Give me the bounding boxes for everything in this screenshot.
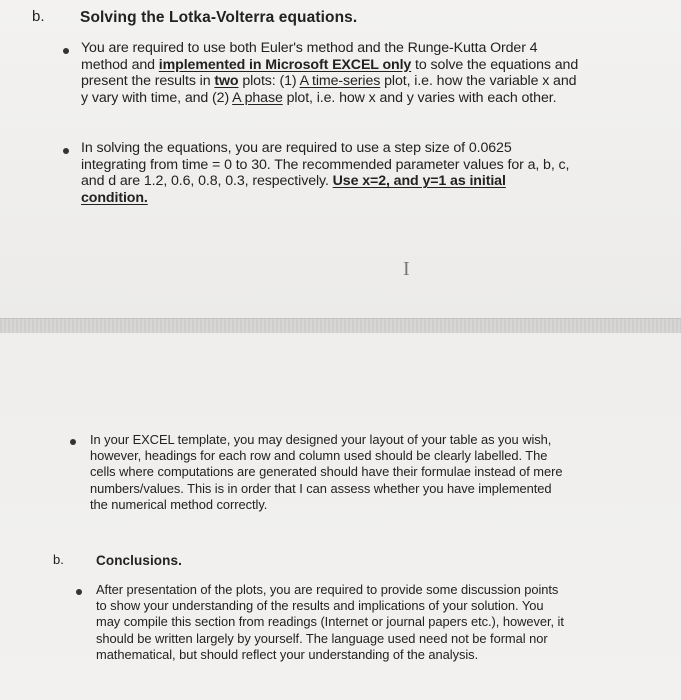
section-marker: b. — [32, 8, 45, 25]
bullet-methods-two-emphasis: two — [214, 73, 239, 90]
bullet-methods-excel-emphasis: implemented in Microsoft EXCEL only — [158, 56, 412, 73]
bullet-methods-text-part: to solve the equations and present the results in — [81, 56, 579, 90]
page-divider — [0, 318, 681, 334]
bullet-methods-phase-emphasis: A phase — [232, 89, 283, 106]
bullet-dot-icon — [76, 589, 82, 595]
text-cursor-icon: I — [403, 258, 410, 280]
bullet-conclusions-text: After presentation of the plots, you are required to provide some discussion points to show your understanding of the results and implications of your solution. You may compile this section from readings (Internet or journal papers etc.), however, it should be written largely by yourself. The language used need not be formal nor mathematical, but should reflect your understanding of the analysis. — [96, 582, 564, 662]
section-heading: Solving the Lotka-Volterra equations. — [80, 9, 358, 26]
section-marker: b. — [53, 552, 64, 567]
bullet-parameters-text-part: In solving the equations, you are required to use a step size of 0.0625 integrating from time = 0 to 30. The recommended parameter values for a, b, c, and d are 1.2, 0.6, 0.8, 0.3, respectively. — [81, 140, 570, 190]
bullet-methods-text-part: You are required to use both Euler's method and the Runge-Kutta Order 4 method and — [81, 40, 538, 73]
bullet-methods-time-series-emphasis: A time-series — [299, 73, 381, 90]
bullet-methods-text-part: plot, i.e. how the variable x and y vary with time, and (2) — [81, 73, 577, 106]
bullet-methods-text-part: plot, i.e. how x and y varies with each other. — [282, 89, 557, 106]
conclusions-heading: Conclusions. — [96, 553, 182, 568]
bullet-dot-icon — [70, 439, 76, 445]
top-page-panel — [0, 0, 681, 318]
bullet-methods-text — [81, 40, 581, 106]
bullet-dot-icon — [63, 48, 69, 54]
bottom-page-panel — [0, 333, 681, 700]
bullet-parameters-initial-condition-emphasis: Use x=2, and y=1 as initial condition. — [81, 173, 506, 206]
bullet-methods-text-part: plots: (1) — [238, 73, 300, 90]
bullet-parameters-text — [81, 140, 576, 206]
bullet-dot-icon — [63, 148, 69, 154]
bullet-excel-template-text: In your EXCEL template, you may designed your layout of your table as you wish, however, headings for each row and column used should be clearly labelled. The cells where computations are generated should have their formulae instead of mere numbers/values. This is in order that I can assess whether you have implemented the numerical method correctly. — [90, 432, 563, 512]
